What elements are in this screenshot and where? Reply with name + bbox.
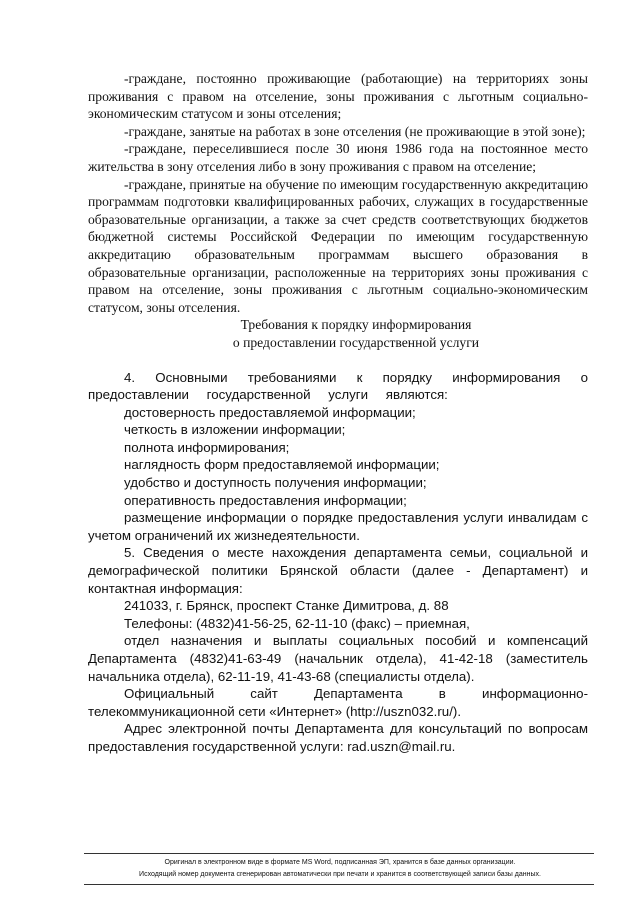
footer-line-1: Оригинал в электронном виде в формате MS Word, подписанная ЭП, хранится в базе данных организации. [164,859,516,866]
item-5-intro: 5. Сведения о месте нахождения департамента семьи, социальной и демографической политики Брянской области (далее - Департамент) и контактная информация: [88,545,588,596]
item-4-block [88,369,588,756]
item-5-address: 241033, г. Брянск, проспект Станке Димитрова, д. 88 [124,598,449,614]
paragraph-students: -граждане, принятые на обучение по имеющим государственную аккредитацию программам подготовки квалифицированных рабочих, служащих в государственные образовательные организации, а также за счет средств соответствующих бюджетов бюджетной системы Российской Федерации по имеющим государственную аккредитацию образовательным программам высшего образования в образовательные организации, расположенные на территориях зоны проживания с правом на отселение, зоны проживания с льготным социально-экономическим статусом, зоны отселения. [88,176,588,315]
item-5-email: Адрес электронной почты Департамента для консультаций по вопросам предоставления государственной услуги: rad.uszn@mail.ru. [88,721,588,754]
section-heading-line1: Требования к порядку информирования [240,317,472,333]
footer [90,857,590,881]
paragraph-resettled: -граждане, переселившиеся после 30 июня 1986 года на постоянное место жительства в зону отселения либо в зону проживания с правом на отселение; [88,141,588,174]
paragraph-zone-residents: -граждане, постоянно проживающие (работающие) на территориях зоны проживания с правом на отселение, зоны проживания с льготным социально-экономическим статусом и зоны отселения; [88,71,588,122]
item-5-website: Официальный сайт Департамента в информационно-телекоммуникационной сети «Интернет» (http://uszn032.ru/). [88,686,588,719]
item-4-list-item: полнота информирования; [124,439,290,455]
paragraph-zone-workers: -граждане, занятые на работах в зоне отселения (не проживающие в этой зоне); [124,123,586,139]
item-4-list-item: достоверность предоставляемой информации; [124,404,416,420]
footer-line-2: Исходящий номер документа сгенерирован автоматически при печати и хранится в соответствующей записи базы данных. [139,871,541,878]
footer-rule-top [84,853,594,854]
item-5-phones: Телефоны: (4832)41-56-25, 62-11-10 (факс) – приемная, [124,615,470,631]
item-5-department: отдел назначения и выплаты социальных пособий и компенсаций Департамента (4832)41-63-49 (начальник отдела), 41-42-18 (заместитель начальника отдела), 62-11-19, 41-43-68 (специалисты отдела). [88,633,588,684]
item-4-intro: 4. Основными требованиями к порядку информирования о предоставлении государственной услуги являются: [88,369,588,403]
spacer [88,352,588,369]
item-4-list-item: удобство и доступность получения информации; [124,475,427,491]
item-4-list-item: наглядность форм предоставляемой информации; [124,457,440,473]
section-heading-line2: о предоставлении государственной услуги [232,334,480,350]
item-4-last: размещение информации о порядке предоставления услуги инвалидам с учетом ограничений их жизнедеятельности. [88,510,588,543]
document-body [88,70,588,756]
item-4-list-item: четкость в изложении информации; [124,422,346,438]
item-4-list-item: оперативность предоставления информации; [124,492,407,508]
footer-rule-bottom [84,884,594,885]
